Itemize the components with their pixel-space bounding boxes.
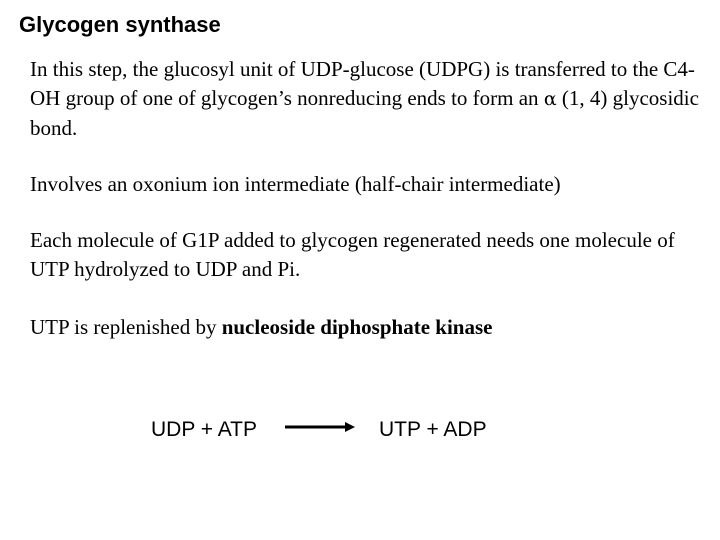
paragraph-text: (1, 4) glycosidic bond.: [30, 86, 699, 140]
page-title: Glycogen synthase: [19, 12, 221, 37]
right-arrow-icon: [285, 419, 357, 435]
reaction-products: UTP + ADP: [379, 418, 487, 441]
paragraph-glucosyl-transfer: [30, 55, 700, 143]
paragraph-text: UTP is replenished by: [30, 315, 222, 339]
paragraph-text: In this step, the glucosyl unit of UDP-glucose (UDPG) is transferred to the C4-OH group of one of glycogen’s nonreducing ends to form an: [30, 57, 695, 110]
enzyme-name: nucleoside diphosphate kinase: [221, 315, 493, 339]
paragraph-oxonium-intermediate: Involves an oxonium ion intermediate (half-chair intermediate): [30, 172, 561, 196]
paragraph-utp-hydrolysis: Each molecule of G1P added to glycogen regenerated needs one molecule of UTP hydrolyzed to UDP and Pi.: [30, 228, 675, 281]
paragraph-utp-replenish: [30, 313, 700, 342]
reaction-reactants: UDP + ATP: [151, 418, 258, 441]
alpha-symbol: α: [543, 88, 557, 110]
